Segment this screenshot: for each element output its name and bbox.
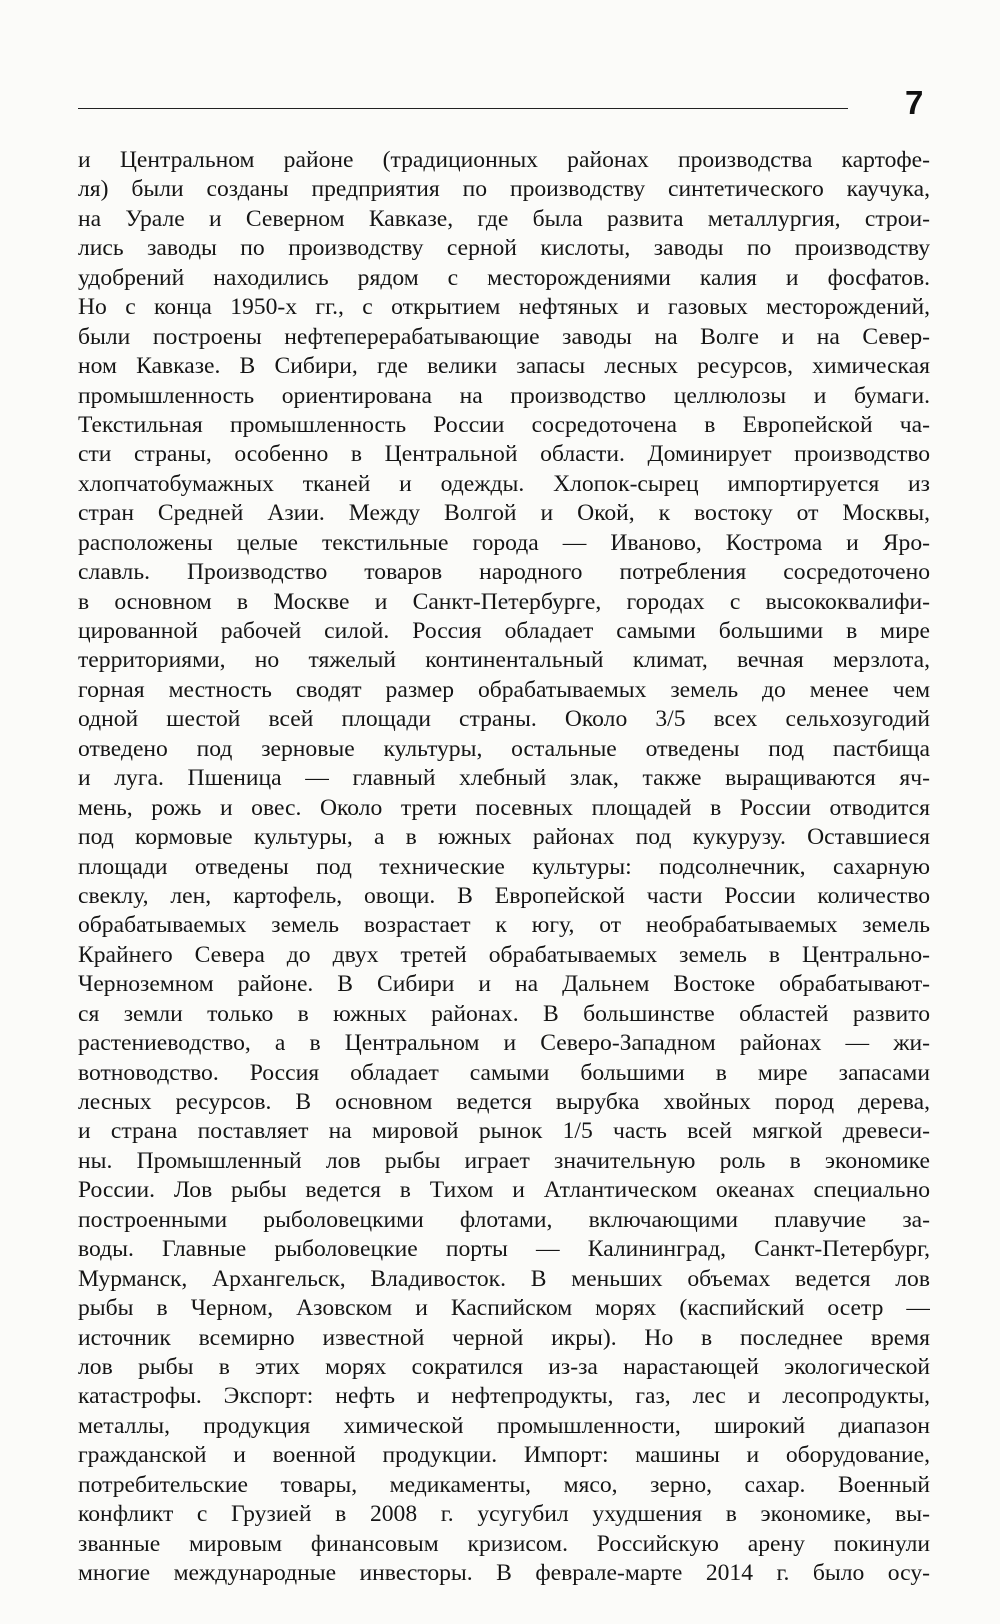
text-line: удобрений находились рядом с месторождениями калия и фосфатов. (78, 264, 930, 291)
text-line: ля) были созданы предприятия по производству синтетического каучука, (78, 176, 930, 203)
text-line: Черноземном районе. В Сибири и на Дальнем Востоке обрабатывают- (78, 971, 930, 998)
text-line: хлопчатобумажных тканей и одежды. Хлопок-сырец импортируется из (78, 470, 930, 497)
header-rule (78, 108, 848, 109)
text-line: цированной рабочей силой. Россия обладает самыми большими в мире (78, 618, 930, 644)
text-line: лов рыбы в этих морях сократился из-за нарастающей экологической (78, 1353, 930, 1380)
text-line: и страна поставляет на мировой рынок 1/5 часть всей мягкой древеси- (78, 1118, 930, 1145)
text-line: конфликт с Грузией в 2008 г. усугубил ухудшения в экономике, вы- (78, 1501, 930, 1528)
text-line: промышленность ориентирована на производство целлюлозы и бумаги. (78, 382, 930, 409)
page-number: 7 (905, 84, 924, 121)
text-line: ном Кавказе. В Сибири, где велики запасы лесных ресурсов, химическая (78, 353, 930, 380)
text-line: лись заводы по производству серной кислоты, заводы по производству (78, 235, 930, 262)
text-line: рыбы в Черном, Азовском и Каспийском морях (каспийский осетр — (78, 1295, 930, 1322)
text-line: металлы, продукция химической промышленности, широкий диапазон (78, 1412, 930, 1439)
text-line: расположены целые текстильные города — Иваново, Кострома и Яро- (78, 529, 930, 556)
text-line: ся земли только в южных районах. В большинстве областей развито (78, 1000, 930, 1027)
text-line: под кормовые культуры, а в южных районах под кукурузу. Оставшиеся (78, 824, 930, 851)
text-line: территориями, но тяжелый континентальный климат, вечная мерзлота, (78, 647, 930, 674)
text-line: ны. Промышленный лов рыбы играет значительную роль в экономике (78, 1147, 930, 1174)
body-paragraph (78, 146, 930, 1588)
text-line: источник всемирно известной черной икры). Но в последнее время (78, 1324, 930, 1351)
text-line: на Урале и Северном Кавказе, где была развита металлургия, строи- (78, 205, 930, 232)
text-line: Крайнего Севера до двух третей обрабатываемых земель в Центрально- (78, 941, 930, 968)
text-line: и Центральном районе (традиционных районах производства картофе- (78, 147, 930, 173)
text-line: потребительские товары, медикаменты, мясо, зерно, сахар. Военный (78, 1471, 930, 1498)
text-line: славль. Производство товаров народного потребления сосредоточено (78, 559, 930, 586)
text-line: в основном в Москве и Санкт-Петербурге, городах с высококвалифи- (78, 588, 930, 615)
text-line: сти страны, особенно в Центральной области. Доминирует производство (78, 441, 930, 468)
text-line: одной шестой всей площади страны. Около 3/5 всех сельхозугодий (78, 706, 930, 733)
text-line: Мурманск, Архангельск, Владивосток. В меньших объемах ведется лов (78, 1265, 930, 1292)
text-line: мень, рожь и овес. Около трети посевных площадей в России отводится (78, 794, 930, 821)
text-line: и луга. Пшеница — главный хлебный злак, также выращиваются яч- (78, 765, 930, 792)
text-line: площади отведены под технические культуры: подсолнечник, сахарную (78, 853, 930, 880)
text-line: лесных ресурсов. В основном ведется вырубка хвойных пород дерева, (78, 1089, 930, 1115)
text-line: многие международные инвесторы. В феврале-марте 2014 г. было осу- (78, 1560, 930, 1586)
text-line: званные мировым финансовым кризисом. Российскую арену покинули (78, 1530, 930, 1557)
text-line: катастрофы. Экспорт: нефть и нефтепродукты, газ, лес и лесопродукты, (78, 1383, 930, 1410)
text-line: растениеводство, а в Центральном и Северо-Западном районах — жи- (78, 1030, 930, 1057)
text-line: гражданской и военной продукции. Импорт: машины и оборудование, (78, 1442, 930, 1469)
text-line: свеклу, лен, картофель, овощи. В Европейской части России количество (78, 882, 930, 909)
text-line: обрабатываемых земель возрастает к югу, от необрабатываемых земель (78, 912, 930, 939)
text-line: России. Лов рыбы ведется в Тихом и Атлантическом океанах специально (78, 1177, 930, 1204)
text-line: воды. Главные рыболовецкие порты — Калининград, Санкт-Петербург, (78, 1236, 930, 1263)
text-line: отведено под зерновые культуры, остальные отведены под пастбища (78, 735, 930, 762)
text-line: Но с конца 1950-х гг., с открытием нефтяных и газовых месторождений, (78, 294, 930, 321)
text-line: стран Средней Азии. Между Волгой и Окой, к востоку от Москвы, (78, 500, 930, 527)
text-line: построенными рыболовецкими флотами, включающими плавучие за- (78, 1206, 930, 1233)
text-line: вотноводство. Россия обладает самыми большими в мире запасами (78, 1059, 930, 1086)
text-line: Текстильная промышленность России сосредоточена в Европейской ча- (78, 411, 930, 438)
text-line: были построены нефтеперерабатывающие заводы на Волге и на Север- (78, 323, 930, 350)
text-line: горная местность сводят размер обрабатываемых земель до менее чем (78, 676, 930, 703)
